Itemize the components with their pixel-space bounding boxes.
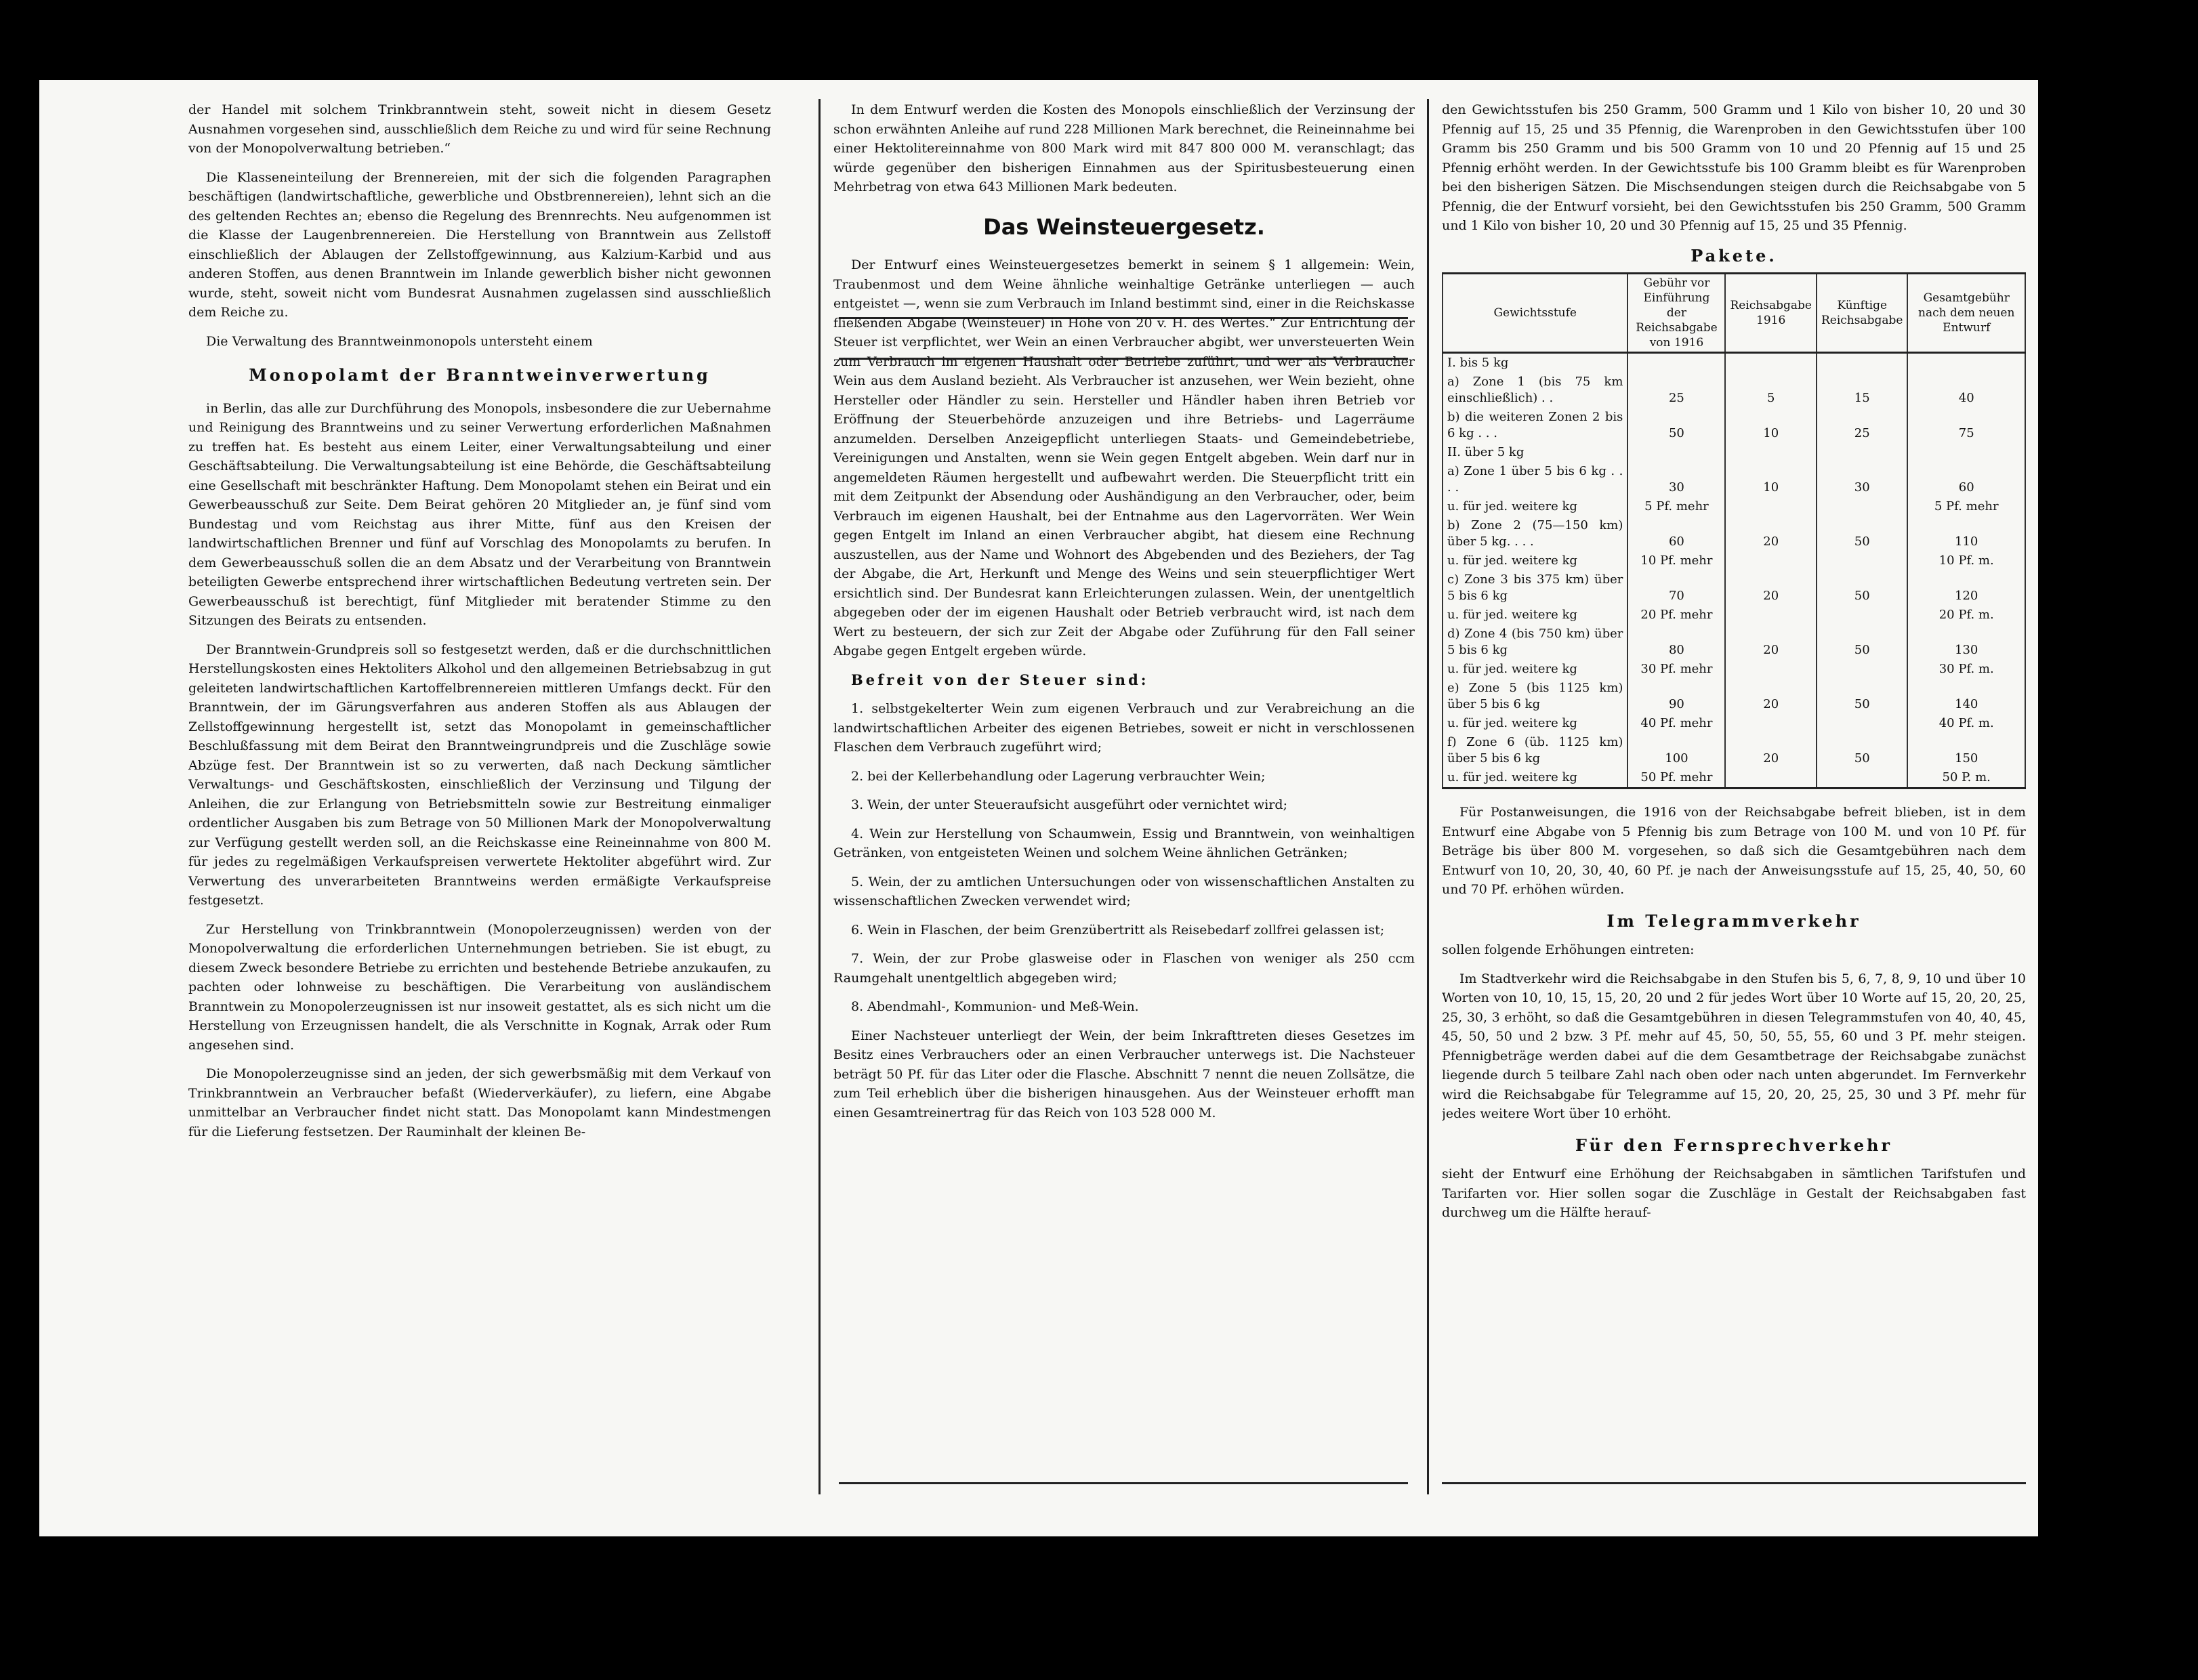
table-cell: 30	[1627, 462, 1725, 497]
table-cell: a) Zone 1 (bis 75 km einschließlich) . .	[1443, 373, 1627, 408]
table-cell: 25	[1817, 408, 1907, 443]
table-cell: 30 Pf. mehr	[1627, 660, 1725, 679]
table-row	[1443, 353, 2025, 373]
table-cell: e) Zone 5 (bis 1125 km) über 5 bis 6 kg	[1443, 679, 1627, 714]
table-cell: 60	[1907, 462, 2025, 497]
table-header-cell: Gesamtgebühr nach dem neuen Entwurf	[1907, 274, 2025, 353]
table-body	[1443, 353, 2025, 789]
table-cell	[1817, 443, 1907, 462]
table-row	[1443, 516, 2025, 551]
table-row	[1443, 606, 2025, 625]
table-cell	[1817, 714, 1907, 733]
table-cell: 10	[1725, 462, 1816, 497]
table-cell: 10	[1725, 408, 1816, 443]
table-cell: 60	[1627, 516, 1725, 551]
table-cell: 80	[1627, 625, 1725, 660]
table-header-cell: Gebühr vor Einführung der Reichsabgabe von 1916	[1627, 274, 1725, 353]
table-cell: u. für jed. weitere kg	[1443, 768, 1627, 789]
col3-paragraph: sollen folgende Erhöhungen eintreten:	[1442, 942, 1695, 957]
column-rule-2	[1427, 99, 1429, 1494]
col2-paragraph: Der Entwurf eines Weinsteuergesetzes bemerkt in seinem § 1 allgemein: Wein, Traubenmost und dem Weine ähnliche weinhaltige Getränke unterliegen — auch entgeistet —, wenn sie zum Verbrauch im Inland bestimmt sind, einer in die Reichskasse fließenden Abgabe (Weinsteuer) in Höhe von 20 v. H. des Wertes.“ Zur Entrichtung der Steuer ist verpflichtet, wer Wein an einen Verbraucher abgibt, wer unversteuerten Wein zum Verbrauch im eigenen Haushalt oder Betriebe zuführt, und wer als Verbraucher Wein aus dem Ausland bezieht. Als Verbraucher ist anzusehen, wer Wein bezieht, ohne Hersteller oder Händler zu sein. Hersteller und Händler haben ihren Betrieb vor Eröffnung der Steuerbehörde anzuzeigen und ihre Betriebs- und Lagerräume anzumelden. Derselben Anzeigepflicht unterliegen Staats- und Gemeindebetriebe, Vereinigungen und Anstalten, wenn sie Wein gegen Entgelt abgeben. Wein darf nur in angemeldeten Räumen hergestellt und aufbewahrt werden. Die Steuerpflicht tritt ein mit dem Zeitpunkt der Absendung oder Aushändigung an den Verbraucher, oder, beim Verbrauch im eigenen Haushalt, bei der Entnahme aus den Lagervorräten. Wer Wein gegen Entgelt im Inland an einen Verbraucher abgibt, hat diesem eine Rechnung auszustellen, aus der Name und Wohnort des Abgebenden und des Beziehers, der Tag der Abgabe, die Art, Herkunft und Menge des Weins und sein steuerpflichtiger Wert ersichtlich sind. Der Bundesrat kann Erleichterungen zulassen. Wein, der unentgeltlich abgegeben oder der im eigenen Haushalt oder Betrieb verbraucht wird, ist nach dem Wert zu besteuern, der sich zur Zeit der Abgabe oder Zuführung für den Fall seiner Abgabe gegen Entgelt ergeben würde.	[833, 257, 1415, 658]
list-item: 4. Wein zur Herstellung von Schaumwein, Essig und Branntwein, von weinhaltigen Getränken, von entgeisteten Weinen und solchem Weine ähnlichen Getränken;	[833, 826, 1415, 860]
table-row	[1443, 660, 2025, 679]
column-rule-1	[818, 99, 821, 1494]
col3-paragraph: Im Stadtverkehr wird die Reichsabgabe in den Stufen bis 5, 6, 7, 8, 9, 10 und über 10 Worten von 10, 10, 15, 15, 20, 20 und 2 für jedes Wort über 10 Worte auf 15, 20, 20, 25, 25, 30, 3 erhöht, so daß die Gesamtgebühren in diesen Telegrammstufen von 40, 40, 45, 45, 50, 50 und 2 bzw. 3 Pf. mehr auf 45, 50, 50, 55, 55, 60 und 3 Pf. mehr steigen. Pfennigbeträge werden dabei auf die dem Gesamtbetrage der Reichsabgabe zunächst liegende durch 5 teilbare Zahl nach oben oder nach unten abgerundet. Im Fernverkehr wird die Reichsabgabe für Telegramme auf 15, 20, 20, 25, 25, 30 und 3 Pf. mehr für jedes weitere Wort über 10 erhöht.	[1442, 971, 2026, 1121]
parcel-rate-table	[1442, 272, 2026, 789]
table-cell: d) Zone 4 (bis 750 km) über 5 bis 6 kg	[1443, 625, 1627, 660]
col3-paragraph: sieht der Entwurf eine Erhöhung der Reichsabgaben in sämtlichen Tarifstufen und Tarifarten vor. Hier sollen sogar die Zuschläge in Gestalt der Reichsabgaben fast durchweg um die Hälfte herauf-	[1442, 1167, 2026, 1220]
table-row	[1443, 625, 2025, 660]
table-cell: 30 Pf. m.	[1907, 660, 2025, 679]
table-cell: 50 P. m.	[1907, 768, 2025, 789]
table-cell: 90	[1627, 679, 1725, 714]
list-item: 2. bei der Kellerbehandlung oder Lagerung verbrauchter Wein;	[851, 768, 1266, 784]
table-cell	[1725, 353, 1816, 373]
table-cell: 20	[1725, 733, 1816, 768]
section-heading-pakete: Pakete.	[1691, 245, 1777, 266]
col1-paragraph: Zur Herstellung von Trinkbranntwein (Monopolerzeugnissen) werden von der Monopolverwaltung die erforderlichen Unternehmungen betrieben. Sie ist ebugt, zu diesem Zweck besondere Betriebe zu errichten und bestehende Betriebe anzukaufen, zu pachten oder lohnweise zu beschäftigen. Die Verarbeitung von ausländischem Branntwein zu Monopolerzeugnissen ist nur insoweit gestattet, als es sich nicht um die Herstellung von Erzeugnissen handelt, die als Verschnitte in Kognak, Arrak oder Rum angesehen sind.	[188, 921, 771, 1053]
col3-paragraph: Für Postanweisungen, die 1916 von der Reichsabgabe befreit blieben, ist in dem Entwurf eine Abgabe von 5 Pfennig bis zum Betrage von 100 M. und von 10 Pf. für Beträge bis über 800 M. vorgesehen, so daß sich die Gesamtgebühren nach dem Entwurf von 10, 20, 30, 40, 60 Pf. je nach der Anweisungsstufe auf 15, 25, 40, 50, 60 und 70 Pf. erhöhen würden.	[1442, 805, 2026, 897]
column-1	[188, 100, 771, 1536]
table-row	[1443, 733, 2025, 768]
table-cell: 10 Pf. m.	[1907, 551, 2025, 570]
section-heading-telegramm: Im Telegrammverkehr	[1606, 910, 1861, 931]
table-cell	[1817, 353, 1907, 373]
section-heading-befreit: Befreit von der Steuer sind:	[851, 671, 1149, 688]
table-cell: 20 Pf. mehr	[1627, 606, 1725, 625]
table-cell	[1725, 660, 1816, 679]
table-cell	[1725, 443, 1816, 462]
table-row	[1443, 679, 2025, 714]
table-cell: c) Zone 3 bis 375 km) über 5 bis 6 kg	[1443, 570, 1627, 606]
table-cell: 50	[1817, 570, 1907, 606]
col2-paragraph: In dem Entwurf werden die Kosten des Monopols einschließlich der Verzinsung der schon erwähnten Anleihe auf rund 228 Millionen Mark berechnet, die Reineinnahme bei einer Hektolitereinnahme von 800 Mark wird mit 847 800 000 M. veranschlagt; das würde gegenüber den bisherigen Einnahmen aus der Spiritusbesteuerung einen Mehrbetrag von etwa 643 Millionen Mark bedeuten.	[833, 102, 1415, 194]
table-cell	[1817, 606, 1907, 625]
exemption-list	[833, 699, 1415, 1017]
table-row	[1443, 497, 2025, 516]
table-cell: b) Zone 2 (75—150 km) über 5 kg. . . .	[1443, 516, 1627, 551]
table-header-row	[1443, 274, 2025, 353]
table-cell	[1907, 443, 2025, 462]
table-cell: a) Zone 1 über 5 bis 6 kg . . . .	[1443, 462, 1627, 497]
section-heading-monopolamt: Monopolamt der Branntweinverwertung	[249, 365, 711, 385]
table-row	[1443, 570, 2025, 606]
table-header-cell: Reichsabgabe 1916	[1725, 274, 1816, 353]
table-row	[1443, 408, 2025, 443]
table-cell: 5 Pf. mehr	[1627, 497, 1725, 516]
table-cell: 50	[1627, 408, 1725, 443]
table-row	[1443, 462, 2025, 497]
col1-paragraph: Die Klasseneinteilung der Brennereien, mit der sich die folgenden Paragraphen beschäftigen (landwirtschaftliche, gewerbliche und Obstbrennereien), lehnt sich an die des geltenden Rechtes an; ebenso die Regelung des Brennrechts. Neu aufgenommen ist die Klasse der Laugenbrennereien. Die Herstellung von Branntwein aus Zellstoff einschließlich der Ablaugen der Zellstoffgewinnung, aus Kalzium-Karbid und aus anderen Stoffen, aus denen Branntwein im Inlande gewerblich bisher nicht gewonnen wurde, steht, soweit nicht vom Bundesrat Ausnahmen zugelassen sind ausschließlich dem Reiche zu.	[188, 169, 771, 320]
col1-paragraph: Die Verwaltung des Branntweinmonopols untersteht einem	[206, 333, 593, 349]
table-cell: 120	[1907, 570, 2025, 606]
list-item: 5. Wein, der zu amtlichen Untersuchungen oder von wissenschaftlichen Anstalten zu wissenschaftlichen Zwecken verwendet wird;	[833, 874, 1415, 908]
table-cell: u. für jed. weitere kg	[1443, 714, 1627, 733]
column-2	[833, 100, 1415, 1536]
table-cell: 5 Pf. mehr	[1907, 497, 2025, 516]
table-cell: 110	[1907, 516, 2025, 551]
col1-paragraph: der Handel mit solchem Trinkbranntwein steht, soweit nicht in diesem Gesetz Ausnahmen vorgesehen sind, ausschließlich dem Reiche zu und wird für seine Rechnung von der Monopolverwaltung betrieben.“	[188, 102, 771, 156]
table-cell: 30	[1817, 462, 1907, 497]
table-cell	[1817, 497, 1907, 516]
table-cell: 20	[1725, 516, 1816, 551]
table-cell: u. für jed. weitere kg	[1443, 551, 1627, 570]
table-cell: 40 Pf. mehr	[1627, 714, 1725, 733]
table-cell	[1725, 606, 1816, 625]
list-item: 8. Abendmahl-, Kommunion- und Meß-Wein.	[851, 999, 1139, 1014]
table-cell: 50	[1817, 516, 1907, 551]
list-item: 7. Wein, der zur Probe glasweise oder in Flaschen von weniger als 250 ccm Raumgehalt unentgeltlich abgegeben wird;	[833, 951, 1415, 986]
table-row	[1443, 443, 2025, 462]
table-cell: 20	[1725, 679, 1816, 714]
table-cell	[1817, 551, 1907, 570]
article-heading-weinsteuer: Das Weinsteuergesetz.	[983, 213, 1265, 240]
table-cell: 75	[1907, 408, 2025, 443]
table-cell: 5	[1725, 373, 1816, 408]
table-cell: 50	[1817, 733, 1907, 768]
table-header-cell: Gewichtsstufe	[1443, 274, 1627, 353]
table-cell: I. bis 5 kg	[1443, 353, 1627, 373]
table-cell	[1907, 353, 2025, 373]
table-cell: f) Zone 6 (üb. 1125 km) über 5 bis 6 kg	[1443, 733, 1627, 768]
table-cell	[1627, 443, 1725, 462]
col1-paragraph: in Berlin, das alle zur Durchführung des Monopols, insbesondere die zur Uebernahme und Reinigung des Branntweins und zu seiner Verwertung erforderlichen Maßnahmen zu treffen hat. Es besteht aus einem Leiter, einer Verwaltungsabteilung und einer Geschäftsabteilung. Die Verwaltungsabteilung ist eine Behörde, die Geschäftsabteilung eine Gesellschaft mit beschränkter Haftung. Dem Monopolamt stehen ein Beirat und ein Gewerbeausschuß zur Seite. Dem Beirat gehören 20 Mitglieder an, je fünf sind vom Bundestag und vom Reichstag aus ihrer Mitte, fünf aus den Kreisen der landwirtschaftlichen Brenner und fünf auf Vorschlag des Monopolamts zu berufen. In dem Gewerbeausschuß sollen die an dem Absatz und der Verarbeitung von Branntwein beteiligten Gewerbe entsprechend ihrer wirtschaftlichen Bedeutung vertreten sein. Der Gewerbeausschuß ist berechtigt, fünf Mitglieder mit beratender Stimme zu den Sitzungen des Beirats zu entsenden.	[188, 400, 771, 628]
table-cell: b) die weiteren Zonen 2 bis 6 kg . . .	[1443, 408, 1627, 443]
table-cell: 25	[1627, 373, 1725, 408]
table-cell: 50 Pf. mehr	[1627, 768, 1725, 789]
table-cell: II. über 5 kg	[1443, 443, 1627, 462]
table-cell: 100	[1627, 733, 1725, 768]
table-cell: 40	[1907, 373, 2025, 408]
col3-paragraph: den Gewichtsstufen bis 250 Gramm, 500 Gramm und 1 Kilo von bisher 10, 20 und 30 Pfennig auf 15, 25 und 35 Pfennig, die Warenproben in den Gewichtsstufen über 100 Gramm bis 250 Gramm und bis 500 Gramm von 10 und 20 Pfennig auf 15 und 25 Pfennig erhöht werden. In der Gewichtsstufe bis 100 Gramm bleibt es für Warenproben bei den bisherigen Sätzen. Die Mischsendungen steigen durch die Reichsabgabe von 5 Pfennig, die der Entwurf vorsieht, bei den Gewichtsstufen bis 250 Gramm, 500 Gramm und 1 Kilo von bisher 10, 20 und 30 Pfennig auf 15, 25 und 35 Pfennig.	[1442, 102, 2026, 233]
table-cell: 40 Pf. m.	[1907, 714, 2025, 733]
table-cell	[1725, 497, 1816, 516]
col1-paragraph: Der Branntwein-Grundpreis soll so festgesetzt werden, daß er die durchschnittlichen Herstellungskosten eines Hektoliters Alkohol und den allgemeinen Betriebsabzug in gut geleiteten landwirtschaftlichen Kartoffelbrennereien mittleren Umfangs deckt. Für den Branntwein, der im Gärungsverfahren aus anderen Stoffen als aus Ablaugen der Zellstoffgewinnung hergestellt ist, setzt das Monopolamt in gemeinschaftlicher Beschlußfassung mit dem Beirat den Branntweingrundpreis und die Zuschläge sowie Abzüge fest. Der Branntwein ist so zu verwerten, daß nach Deckung sämtlicher Verwaltungs- und Geschäftskosten, einschließlich der Verzinsung und Tilgung der Anleihen, die zur Erlangung von Betriebsmitteln sowie zur Bestreitung einmaliger ordentlicher Ausgaben bis zum Betrage von 50 Millionen Mark der Monopolverwaltung zur Verfügung gestellt werden soll, an die Reichskasse eine Reineinnahme von 800 M. für jedes zu regelmäßigen Verkaufspreisen verwertete Hektoliter abgeführt wird. Zur Verwertung des unverarbeiteten Branntweins werden ermäßigte Verkaufspreise festgesetzt.	[188, 642, 771, 908]
list-item: 6. Wein in Flaschen, der beim Grenzübertritt als Reisebedarf zollfrei gelassen ist;	[851, 922, 1385, 938]
table-cell	[1725, 551, 1816, 570]
table-cell: 20	[1725, 570, 1816, 606]
table-cell	[1725, 768, 1816, 789]
table-header-cell: Künftige Reichsabgabe	[1817, 274, 1907, 353]
table-cell: 70	[1627, 570, 1725, 606]
table-cell	[1817, 768, 1907, 789]
table-row	[1443, 768, 2025, 789]
table-cell: 50	[1817, 679, 1907, 714]
table-cell	[1627, 353, 1725, 373]
table-row	[1443, 551, 2025, 570]
table-cell: 10 Pf. mehr	[1627, 551, 1725, 570]
section-heading-fernsprech: Für den Fernsprechverkehr	[1575, 1135, 1893, 1155]
table-cell: 20	[1725, 625, 1816, 660]
table-row	[1443, 714, 2025, 733]
table-cell: u. für jed. weitere kg	[1443, 660, 1627, 679]
newspaper-page	[39, 80, 2038, 1536]
table-row	[1443, 373, 2025, 408]
table-cell: 150	[1907, 733, 2025, 768]
list-item: 1. selbstgekelterter Wein zum eigenen Verbrauch und zur Verabreichung an die landwirtschaftlichen Arbeiter des eigenen Betriebes, soweit er nicht in verschlossenen Flaschen dem Verbrauch zugeführt wird;	[833, 701, 1415, 755]
table-cell: 50	[1817, 625, 1907, 660]
col1-paragraph: Die Monopolerzeugnisse sind an jeden, der sich gewerbsmäßig mit dem Verkauf von Trinkbranntwein an Verbraucher befaßt (Wiederverkäufer), zu liefern, eine Abgabe unmittelbar an Verbraucher findet nicht statt. Das Monopolamt kann Mindestmengen für die Lieferung festsetzen. Der Rauminhalt der kleinen Be-	[188, 1066, 771, 1139]
table-cell: 140	[1907, 679, 2025, 714]
col2-paragraph: Einer Nachsteuer unterliegt der Wein, der beim Inkrafttreten dieses Gesetzes im Besitz eines Verbrauchers oder an einen Verbraucher unterwegs ist. Die Nachsteuer beträgt 50 Pf. für das Liter oder die Flasche. Abschnitt 7 nennt die neuen Zollsätze, die zum Teil erheblich über die bisherigen hinausgehen. Aus der Weinsteuer erhofft man einen Gesamtreinertrag für das Reich von 103 528 000 M.	[833, 1028, 1415, 1120]
table-cell: u. für jed. weitere kg	[1443, 606, 1627, 625]
column-3	[1442, 100, 2026, 1536]
table-cell	[1725, 714, 1816, 733]
table-cell: u. für jed. weitere kg	[1443, 497, 1627, 516]
table-cell: 15	[1817, 373, 1907, 408]
list-item: 3. Wein, der unter Steueraufsicht ausgeführt oder vernichtet wird;	[851, 797, 1287, 812]
table-cell: 130	[1907, 625, 2025, 660]
table-cell: 20 Pf. m.	[1907, 606, 2025, 625]
table-cell	[1817, 660, 1907, 679]
